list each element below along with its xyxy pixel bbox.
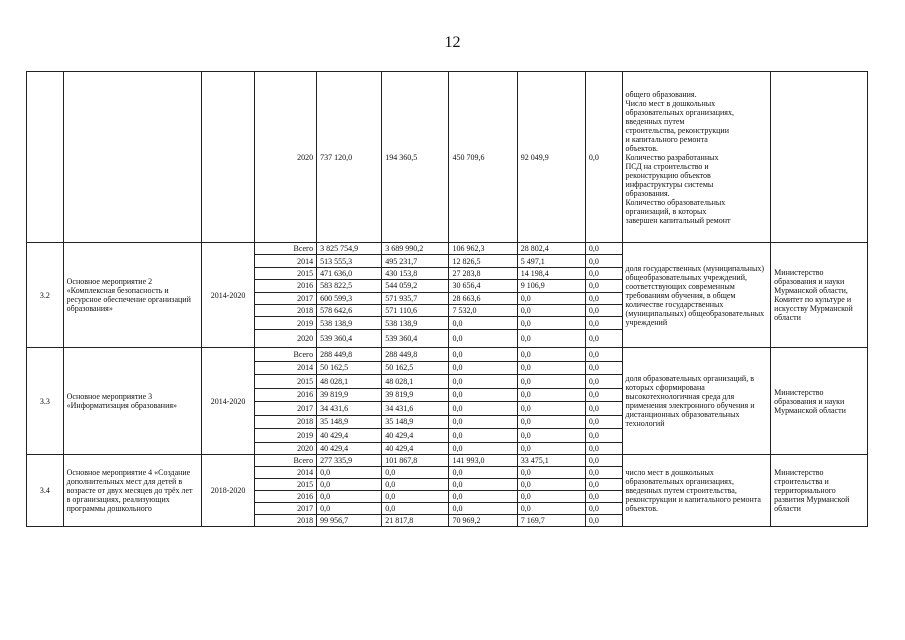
indicator-line: введенных путем <box>625 116 685 126</box>
indicator-line: ПСД на строительство и <box>625 161 709 171</box>
regional-cell: 430 153,8 <box>382 267 449 279</box>
year-cell: 2019 <box>255 429 317 443</box>
total-cell: 34 431,6 <box>317 402 382 416</box>
regional-cell: 48 028,1 <box>382 375 449 389</box>
local-cell: 0,0 <box>517 375 585 389</box>
regional-cell: 539 360,4 <box>382 329 449 348</box>
regional-cell: 0,0 <box>382 503 449 515</box>
total-cell: 0,0 <box>317 491 382 503</box>
year-cell: 2014 <box>255 361 317 375</box>
regional-cell: 194 360,5 <box>382 72 449 243</box>
indicator-cell: число мест в дошкольных образовательных организациях, введенных путем строительства, реконструкции и капитального ремонта объектов. <box>622 455 771 527</box>
regional-cell: 101 867,8 <box>382 455 449 467</box>
federal-cell: 27 283,8 <box>449 267 517 279</box>
year-cell: 2018 <box>255 304 317 316</box>
page-number: 12 <box>444 34 461 51</box>
other-cell: 0,0 <box>585 503 622 515</box>
local-cell: 0,0 <box>517 503 585 515</box>
executor-cell: Министерство строительства и территориального развития Мурманской области <box>771 455 868 527</box>
local-cell: 0,0 <box>517 429 585 443</box>
regional-cell: 0,0 <box>382 467 449 479</box>
measure-title-cell <box>63 72 201 243</box>
other-cell: 0,0 <box>585 402 622 416</box>
other-cell: 0,0 <box>585 467 622 479</box>
federal-cell: 70 969,2 <box>449 515 517 527</box>
federal-cell: 0,0 <box>449 329 517 348</box>
regional-cell: 35 148,9 <box>382 415 449 429</box>
local-cell: 0,0 <box>517 317 585 329</box>
other-cell: 0,0 <box>585 348 622 362</box>
other-cell: 0,0 <box>585 442 622 454</box>
federal-cell: 0,0 <box>449 415 517 429</box>
indicator-cell: доля образовательных организаций, в которых сформирована высокотехнологичная среда для применения электронного обучения и дистанционных образовательных технологий <box>622 348 771 455</box>
federal-cell: 0,0 <box>449 375 517 389</box>
federal-cell: 30 656,4 <box>449 280 517 292</box>
total-cell: 3 825 754,9 <box>317 243 382 255</box>
other-cell: 0,0 <box>585 479 622 491</box>
federal-cell: 0,0 <box>449 479 517 491</box>
total-cell: 40 429,4 <box>317 429 382 443</box>
total-cell: 737 120,0 <box>317 72 382 243</box>
regional-cell: 34 431,6 <box>382 402 449 416</box>
year-cell: 2015 <box>255 375 317 389</box>
total-cell: 35 148,9 <box>317 415 382 429</box>
local-cell: 92 049,9 <box>517 72 585 243</box>
indicator-line: Количество образовательных <box>625 197 726 207</box>
local-cell: 0,0 <box>517 467 585 479</box>
year-cell: Всего <box>255 455 317 467</box>
indicator-line: объектов. <box>625 143 659 153</box>
year-cell: 2016 <box>255 280 317 292</box>
year-cell: 2015 <box>255 267 317 279</box>
federal-cell: 0,0 <box>449 442 517 454</box>
regional-cell: 288 449,8 <box>382 348 449 362</box>
executor-cell: Министерство образования и науки Мурманской области <box>771 348 868 455</box>
measure-code-cell: 3.2 <box>27 243 64 348</box>
other-cell: 0,0 <box>585 243 622 255</box>
regional-cell: 39 819,9 <box>382 388 449 402</box>
program-table <box>26 71 868 527</box>
total-cell: 600 599,3 <box>317 292 382 304</box>
total-cell: 40 429,4 <box>317 442 382 454</box>
federal-cell: 0,0 <box>449 503 517 515</box>
local-cell: 0,0 <box>517 442 585 454</box>
indicator-line: организаций, в которых <box>625 206 707 216</box>
regional-cell: 571 110,6 <box>382 304 449 316</box>
year-cell: 2017 <box>255 402 317 416</box>
local-cell: 0,0 <box>517 361 585 375</box>
regional-cell: 21 817,8 <box>382 515 449 527</box>
period-cell: 2014-2020 <box>202 348 255 455</box>
local-cell: 0,0 <box>517 348 585 362</box>
other-cell: 0,0 <box>585 515 622 527</box>
local-cell: 0,0 <box>517 388 585 402</box>
local-cell: 0,0 <box>517 292 585 304</box>
other-cell: 0,0 <box>585 455 622 467</box>
year-cell: 2017 <box>255 292 317 304</box>
period-cell: 2014-2020 <box>202 243 255 348</box>
total-cell: 513 555,3 <box>317 255 382 267</box>
regional-cell: 3 689 990,2 <box>382 243 449 255</box>
indicator-cell <box>622 72 771 243</box>
other-cell: 0,0 <box>585 304 622 316</box>
table-row <box>27 455 868 467</box>
year-cell: 2020 <box>255 72 317 243</box>
local-cell: 0,0 <box>517 479 585 491</box>
local-cell: 0,0 <box>517 329 585 348</box>
executor-cell <box>771 72 868 243</box>
federal-cell: 450 709,6 <box>449 72 517 243</box>
other-cell: 0,0 <box>585 267 622 279</box>
regional-cell: 495 231,7 <box>382 255 449 267</box>
indicator-line: образовательных организациях, <box>625 107 734 117</box>
local-cell: 28 802,4 <box>517 243 585 255</box>
regional-cell: 0,0 <box>382 491 449 503</box>
local-cell: 14 198,4 <box>517 267 585 279</box>
federal-cell: 106 962,3 <box>449 243 517 255</box>
federal-cell: 141 993,0 <box>449 455 517 467</box>
total-cell: 578 642,6 <box>317 304 382 316</box>
indicator-line: реконструкцию объектов <box>625 170 711 180</box>
total-cell: 0,0 <box>317 467 382 479</box>
indicator-line: Число мест в дошкольных <box>625 98 716 108</box>
measure-title-cell: Основное мероприятие 4 «Создание дополнительных мест для детей в возрасте от двух месяцев до трёх лет в организациях, реализующих программы дошкольного <box>63 455 201 527</box>
local-cell: 7 169,7 <box>517 515 585 527</box>
total-cell: 0,0 <box>317 479 382 491</box>
other-cell: 0,0 <box>585 280 622 292</box>
regional-cell: 40 429,4 <box>382 429 449 443</box>
year-cell: 2014 <box>255 467 317 479</box>
total-cell: 0,0 <box>317 503 382 515</box>
other-cell: 0,0 <box>585 317 622 329</box>
indicator-line: завершен капитальный ремонт <box>625 215 731 225</box>
federal-cell: 0,0 <box>449 429 517 443</box>
total-cell: 39 819,9 <box>317 388 382 402</box>
indicator-line: инфраструктуры системы <box>625 179 714 189</box>
total-cell: 288 449,8 <box>317 348 382 362</box>
federal-cell: 28 663,6 <box>449 292 517 304</box>
year-cell: 2015 <box>255 479 317 491</box>
other-cell: 0,0 <box>585 255 622 267</box>
local-cell: 33 475,1 <box>517 455 585 467</box>
indicator-line: строительства, реконструкции <box>625 125 729 135</box>
total-cell: 539 360,4 <box>317 329 382 348</box>
year-cell: 2020 <box>255 329 317 348</box>
year-cell: 2018 <box>255 515 317 527</box>
regional-cell: 50 162,5 <box>382 361 449 375</box>
total-cell: 583 822,5 <box>317 280 382 292</box>
indicator-cell: доля государственных (муниципальных) общеобразовательных учреждений, соответствующих современным требованиям обучения, в общем количестве государственных (муниципальных) общеобразовательных учреждений <box>622 243 771 348</box>
regional-cell: 538 138,9 <box>382 317 449 329</box>
year-cell: 2018 <box>255 415 317 429</box>
indicator-line: общего образования. <box>625 89 697 99</box>
year-cell: Всего <box>255 243 317 255</box>
indicator-line: образования. <box>625 188 670 198</box>
federal-cell: 12 826,5 <box>449 255 517 267</box>
other-cell: 0,0 <box>585 361 622 375</box>
executor-cell: Министерство образования и науки Мурманской области, Комитет по культуре и искусству Мурманской области <box>771 243 868 348</box>
regional-cell: 40 429,4 <box>382 442 449 454</box>
local-cell: 0,0 <box>517 402 585 416</box>
federal-cell: 0,0 <box>449 388 517 402</box>
year-cell: 2016 <box>255 388 317 402</box>
indicator-line: и капитального ремонта <box>625 134 708 144</box>
indicator-line: Количество разработанных <box>625 152 719 162</box>
total-cell: 471 636,0 <box>317 267 382 279</box>
local-cell: 5 497,1 <box>517 255 585 267</box>
year-cell: 2019 <box>255 317 317 329</box>
federal-cell: 7 532,0 <box>449 304 517 316</box>
local-cell: 0,0 <box>517 304 585 316</box>
year-cell: 2020 <box>255 442 317 454</box>
federal-cell: 0,0 <box>449 361 517 375</box>
regional-cell: 544 059,2 <box>382 280 449 292</box>
other-cell: 0,0 <box>585 491 622 503</box>
regional-cell: 0,0 <box>382 479 449 491</box>
local-cell: 0,0 <box>517 491 585 503</box>
other-cell: 0,0 <box>585 329 622 348</box>
measure-code-cell: 3.4 <box>27 455 64 527</box>
total-cell: 538 138,9 <box>317 317 382 329</box>
local-cell: 9 106,9 <box>517 280 585 292</box>
other-cell: 0,0 <box>585 429 622 443</box>
table-row <box>27 348 868 362</box>
other-cell: 0,0 <box>585 375 622 389</box>
measure-code-cell: 3.3 <box>27 348 64 455</box>
other-cell: 0,0 <box>585 415 622 429</box>
federal-cell: 0,0 <box>449 467 517 479</box>
federal-cell: 0,0 <box>449 348 517 362</box>
federal-cell: 0,0 <box>449 491 517 503</box>
federal-cell: 0,0 <box>449 317 517 329</box>
table-row <box>27 243 868 255</box>
local-cell: 0,0 <box>517 415 585 429</box>
table-row <box>27 72 868 243</box>
other-cell: 0,0 <box>585 388 622 402</box>
year-cell: 2014 <box>255 255 317 267</box>
year-cell: 2016 <box>255 491 317 503</box>
year-cell: 2017 <box>255 503 317 515</box>
total-cell: 48 028,1 <box>317 375 382 389</box>
measure-code-cell <box>27 72 64 243</box>
other-cell: 0,0 <box>585 72 622 243</box>
period-cell: 2018-2020 <box>202 455 255 527</box>
total-cell: 277 335,9 <box>317 455 382 467</box>
measure-title-cell: Основное мероприятие 3 «Информатизация образования» <box>63 348 201 455</box>
year-cell: Всего <box>255 348 317 362</box>
total-cell: 99 956,7 <box>317 515 382 527</box>
measure-title-cell: Основное мероприятие 2 «Комплексная безопасность и ресурсное обеспечение организаций образования» <box>63 243 201 348</box>
total-cell: 50 162,5 <box>317 361 382 375</box>
period-cell <box>202 72 255 243</box>
federal-cell: 0,0 <box>449 402 517 416</box>
regional-cell: 571 935,7 <box>382 292 449 304</box>
other-cell: 0,0 <box>585 292 622 304</box>
